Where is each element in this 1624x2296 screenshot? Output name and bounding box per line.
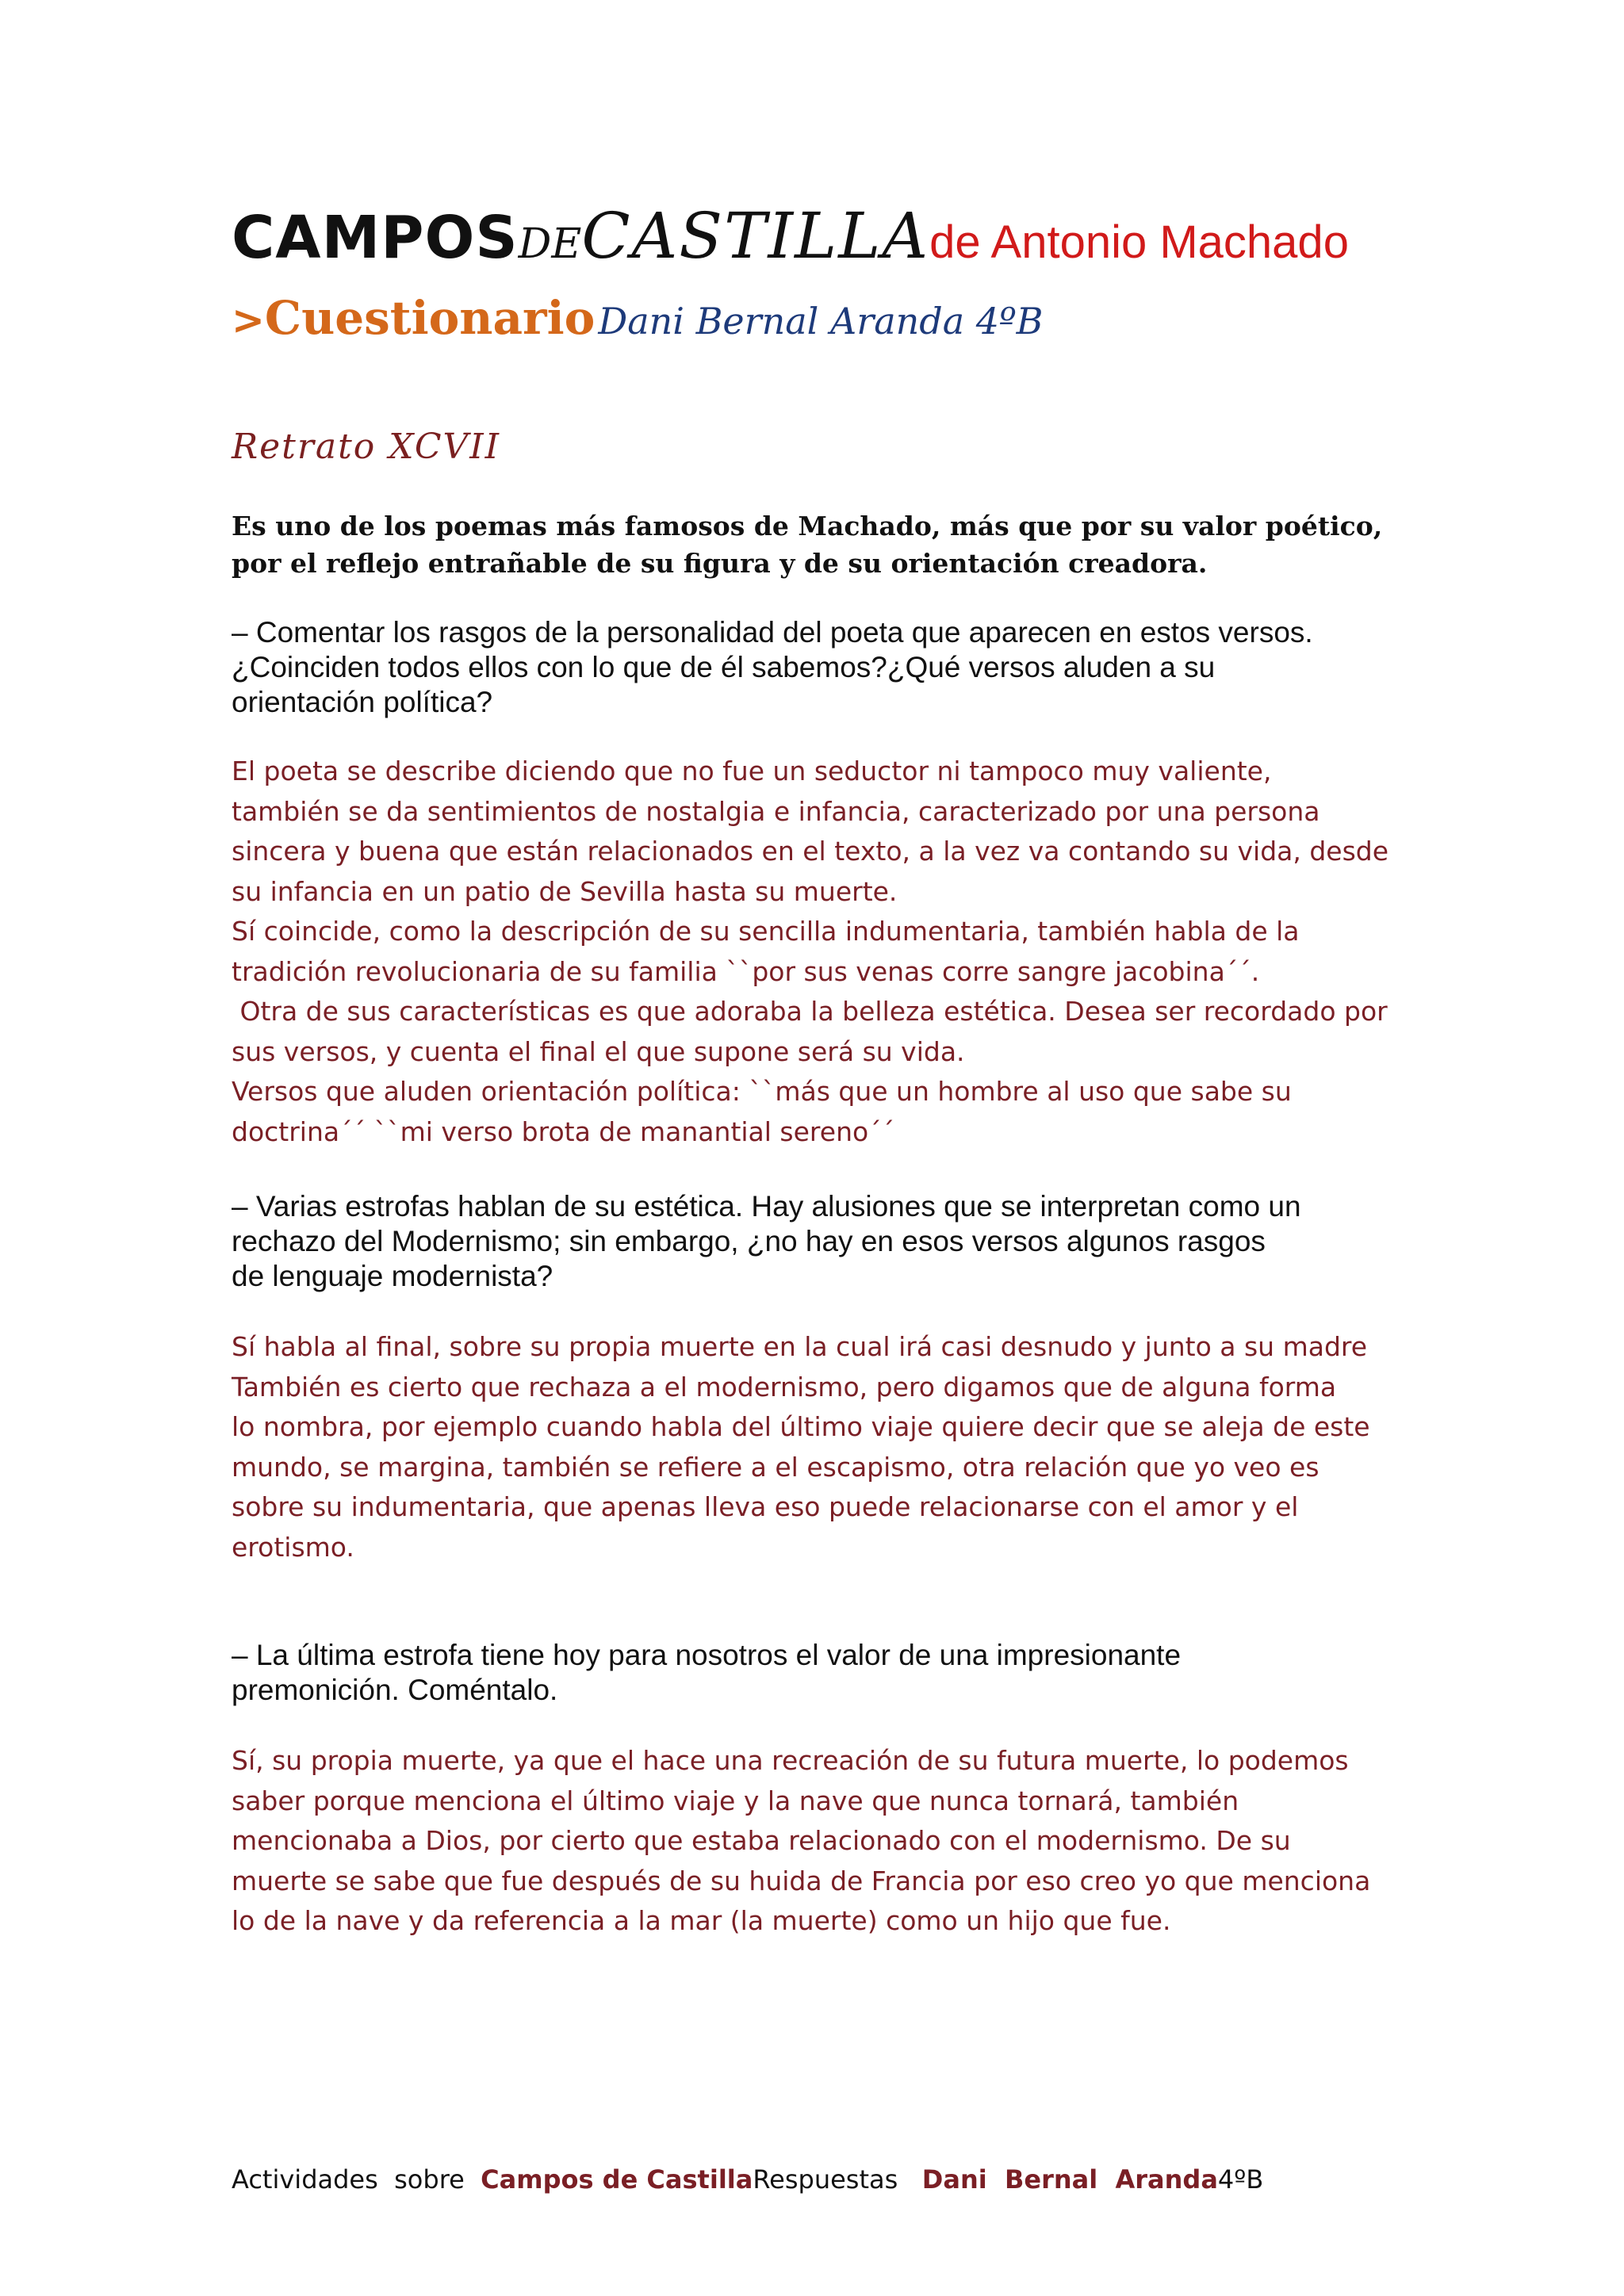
- question-3: [232, 1638, 1437, 1708]
- answer-line: El poeta se describe diciendo que no fue un seductor ni tampoco muy valiente,: [232, 756, 1272, 786]
- answer-line: lo nombra, por ejemplo cuando habla del último viaje quiere decir que se aleja de este: [232, 1411, 1370, 1442]
- answer-line: Sí coincide, como la descripción de su sencilla indumentaria, también habla de la: [232, 916, 1300, 947]
- title-castilla: CASTILLA: [581, 199, 930, 273]
- intro-text: [232, 507, 1421, 582]
- footer-book: Campos de Castilla: [481, 2164, 753, 2195]
- answer-3: [232, 1741, 1405, 1942]
- question-line: rechazo del Modernismo; sin embargo, ¿no hay en esos versos algunos rasgos: [232, 1225, 1266, 1257]
- answer-line: mencionaba a Dios, por cierto que estaba relacionado con el modernismo. De su: [232, 1825, 1291, 1856]
- question-line: – Comentar los rasgos de la personalidad del poeta que aparecen en estos versos.: [232, 616, 1313, 649]
- answer-1: [232, 752, 1405, 1152]
- answer-line: doctrina´´ ``mi verso brota de manantial sereno´´: [232, 1115, 895, 1147]
- subtitle-author: Dani Bernal Aranda 4ºB: [598, 300, 1044, 342]
- answer-line: también se da sentimientos de nostalgia e infancia, caracterizado por una persona: [232, 795, 1320, 827]
- footer-course: 4ºB: [1217, 2164, 1264, 2195]
- answer-line: Sí habla al final, sobre su propia muerte en la cual irá casi desnudo y junto a su madre: [232, 1331, 1368, 1362]
- answer-line: Versos que aluden orientación política: ``más que un hombre al uso que sabe su: [232, 1076, 1292, 1107]
- answer-line: su infancia en un patio de Sevilla hasta su muerte.: [232, 875, 898, 907]
- answer-line: sobre su indumentaria, que apenas lleva eso puede relacionarse con el amor y el: [232, 1491, 1299, 1522]
- page-footer: [232, 2164, 1263, 2195]
- question-line: – La última estrofa tiene hoy para nosotros el valor de una impresionante: [232, 1639, 1182, 1671]
- intro-line: por el reflejo entrañable de su figura y de su orientación creadora.: [232, 548, 1208, 579]
- answer-line: lo de la nave y da referencia a la mar (la muerte) como un hijo que fue.: [232, 1905, 1171, 1936]
- title-author-name: de Antonio Machado: [929, 216, 1349, 268]
- title-campos: CAMPOS: [232, 204, 519, 272]
- title-de: DE: [518, 220, 582, 268]
- footer-middle: Respuestas: [753, 2164, 922, 2195]
- intro-line: Es uno de los poemas más famosos de Machado, más que por su valor poético,: [232, 511, 1383, 541]
- answer-line: sus versos, y cuenta el final el que supone será su vida.: [232, 1035, 965, 1067]
- answer-line: sincera y buena que están relacionados en el texto, a la vez va contando su vida, desde: [232, 836, 1389, 867]
- question-line: de lenguaje modernista?: [232, 1260, 553, 1292]
- question-line: – Varias estrofas hablan de su estética. Hay alusiones que se interpretan como un: [232, 1190, 1301, 1223]
- answer-line: muerte se sabe que fue después de su huida de Francia por eso creo yo que menciona: [232, 1865, 1371, 1896]
- answer-line: También es cierto que rechaza a el modernismo, pero digamos que de alguna forma: [232, 1371, 1337, 1402]
- answer-line: mundo, se margina, también se refiere a el escapismo, otra relación que yo veo es: [232, 1451, 1320, 1483]
- question-1: [232, 615, 1437, 720]
- footer-author: Dani Bernal Aranda: [921, 2164, 1218, 2195]
- subtitle-cuestionario: Cuestionario: [264, 291, 596, 345]
- document-title: [232, 199, 1349, 273]
- question-line: premonición. Coméntalo.: [232, 1674, 558, 1706]
- document-subtitle: [232, 291, 1044, 345]
- answer-2: [232, 1327, 1405, 1567]
- answer-line: saber porque menciona el último viaje y la nave que nunca tornará, también: [232, 1785, 1239, 1816]
- question-2: [232, 1189, 1437, 1294]
- subtitle-arrow: >: [232, 297, 265, 343]
- answer-line: erotismo.: [232, 1531, 354, 1563]
- section-title: Retrato XCVII: [232, 427, 501, 467]
- question-line: orientación política?: [232, 686, 493, 718]
- question-line: ¿Coinciden todos ellos con lo que de él sabemos?¿Qué versos aluden a su: [232, 651, 1216, 683]
- footer-prefix: Actividades sobre: [232, 2164, 481, 2195]
- answer-line: Otra de sus características es que adoraba la belleza estética. Desea ser recordado por: [232, 996, 1388, 1027]
- answer-line: tradición revolucionaria de su familia ``por sus venas corre sangre jacobina´´.: [232, 955, 1260, 987]
- answer-line: Sí, su propia muerte, ya que el hace una recreación de su futura muerte, lo podemos: [232, 1745, 1349, 1776]
